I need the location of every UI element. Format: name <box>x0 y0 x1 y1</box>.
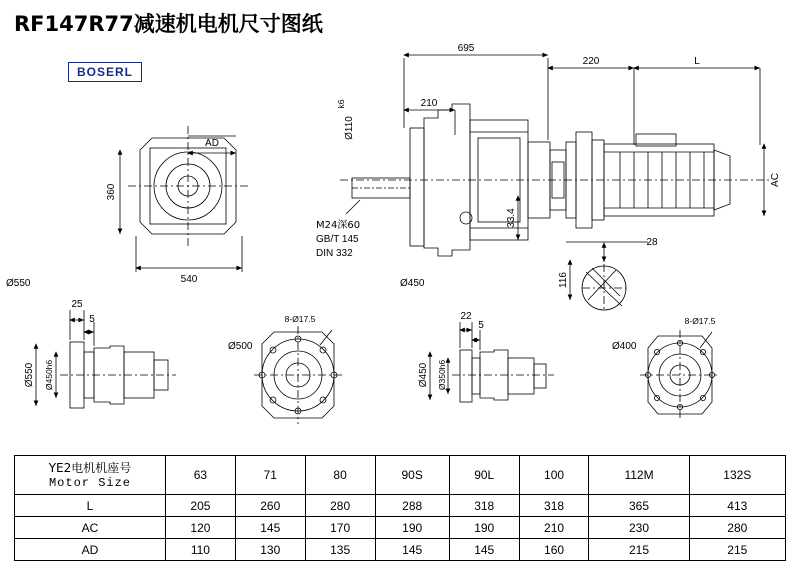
table-cell: 145 <box>449 539 519 561</box>
row-label: L <box>15 495 166 517</box>
table-cell: 110 <box>166 539 236 561</box>
table-cell: 215 <box>589 539 689 561</box>
dim-33-4: 33.4 <box>506 208 517 228</box>
dim-28: 28 <box>646 237 658 248</box>
table-cell: 120 <box>166 517 236 539</box>
motor-size-cell: 63 <box>166 456 236 495</box>
table-cell: 280 <box>689 517 785 539</box>
dim-5-left: 5 <box>89 314 95 325</box>
dim-d500: Ø500 <box>228 341 253 352</box>
table-cell: 205 <box>166 495 236 517</box>
dim-shaft-dia: Ø110 <box>344 116 355 140</box>
dim-d450-flange: Ø450h6 <box>44 359 54 391</box>
dim-holes-left: 8-Ø17.5 <box>284 314 316 324</box>
row-label: AC <box>15 517 166 539</box>
dim-5-right: 5 <box>478 320 484 331</box>
motor-size-cell: 90L <box>449 456 519 495</box>
table-row <box>15 495 786 517</box>
note-thread-1: M24深60 <box>316 220 361 231</box>
table-header-label <box>15 456 166 495</box>
table-header-label-en: Motor Size <box>48 475 131 490</box>
dim-d400: Ø400 <box>612 341 637 352</box>
dim-AD: AD <box>205 138 219 149</box>
dim-holes-right: 8-Ø17.5 <box>684 316 716 326</box>
table-cell: 230 <box>589 517 689 539</box>
table-cell: 260 <box>235 495 305 517</box>
dim-d450-mid: Ø450 <box>400 278 425 289</box>
dim-d350-r: Ø350h6 <box>437 359 447 391</box>
dim-d550-left: Ø550 <box>6 278 31 289</box>
page-title: RF147R77减速机电机尺寸图纸 <box>14 12 323 36</box>
motor-size-cell: 100 <box>519 456 589 495</box>
table-cell: 160 <box>519 539 589 561</box>
dim-360: 360 <box>106 183 117 201</box>
row-label: AD <box>15 539 166 561</box>
table-header-label-cn: YE2电机机座号 <box>48 460 132 475</box>
dim-shaft-tol: k6 <box>336 99 346 109</box>
table-cell: 413 <box>689 495 785 517</box>
dim-d450-r: Ø450 <box>418 362 429 388</box>
brand-logo: BOSERL <box>68 62 142 82</box>
dim-AC: AC <box>770 173 781 187</box>
dim-25: 25 <box>71 299 83 310</box>
note-thread-3: DIN 332 <box>316 248 353 259</box>
table-row <box>15 539 786 561</box>
table-cell: 145 <box>375 539 449 561</box>
table-header-row <box>15 456 786 495</box>
dim-695: 695 <box>457 43 475 54</box>
dim-540: 540 <box>180 274 198 285</box>
table-cell: 190 <box>375 517 449 539</box>
motor-size-cell: 112M <box>589 456 689 495</box>
table-cell: 288 <box>375 495 449 517</box>
dim-d550-flange: Ø550 <box>24 362 35 388</box>
table-cell: 215 <box>689 539 785 561</box>
table-cell: 190 <box>449 517 519 539</box>
table-cell: 170 <box>305 517 375 539</box>
motor-size-cell: 90S <box>375 456 449 495</box>
table-cell: 130 <box>235 539 305 561</box>
motor-size-cell: 71 <box>235 456 305 495</box>
motor-size-table <box>14 455 786 561</box>
motor-size-cell: 132S <box>689 456 785 495</box>
dim-220: 220 <box>582 56 600 67</box>
dim-210: 210 <box>420 98 438 109</box>
table-cell: 365 <box>589 495 689 517</box>
table-cell: 210 <box>519 517 589 539</box>
table-cell: 135 <box>305 539 375 561</box>
table-cell: 318 <box>519 495 589 517</box>
dim-L: L <box>694 56 700 67</box>
dim-22: 22 <box>460 311 472 322</box>
table-row <box>15 517 786 539</box>
table-cell: 280 <box>305 495 375 517</box>
table-cell: 318 <box>449 495 519 517</box>
motor-size-cell: 80 <box>305 456 375 495</box>
note-thread-2: GB/T 145 <box>316 234 359 245</box>
dim-116: 116 <box>558 272 569 288</box>
table-cell: 145 <box>235 517 305 539</box>
